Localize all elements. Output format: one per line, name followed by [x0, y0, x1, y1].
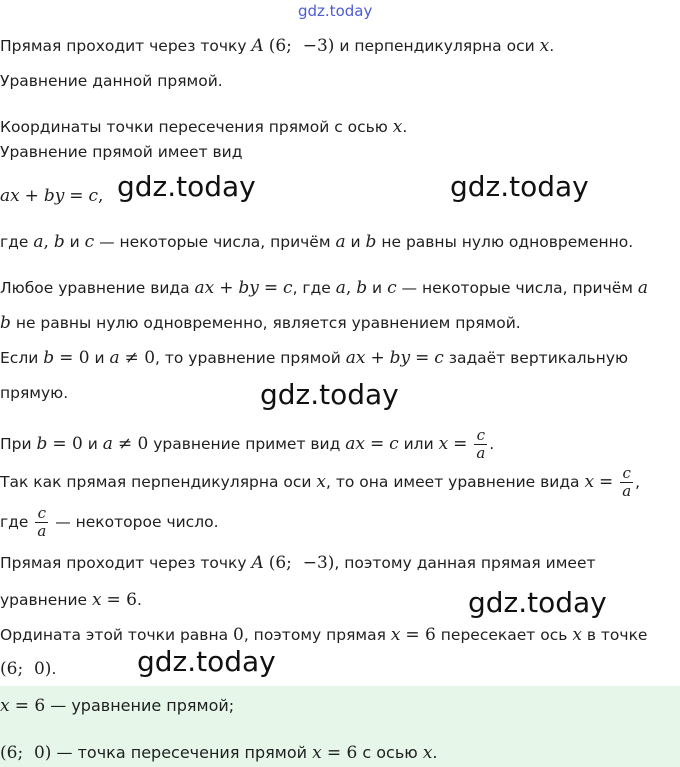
watermark: gdz.today [468, 586, 607, 619]
text-line-16: Ордината этой точки равна 0, поэтому прямая x = 6 пересекает ось x в точке [0, 625, 648, 645]
fraction-c-over-a: $\frac{c}{a}$ [37, 504, 47, 540]
text-line-17: (6; 0). [0, 659, 57, 679]
answer-line-2: (6; 0) — точка пересечения прямой x = 6 с осью x. [0, 743, 438, 763]
text-line-4: Уравнение прямой имеет вид [0, 143, 243, 161]
text-line-13: где $\frac{c}{a}$ — некоторое число. [0, 504, 219, 540]
text-line-10: прямую. [0, 384, 69, 402]
answer-block [0, 686, 680, 767]
fraction-c-over-a: $\frac{c}{a}$ [476, 426, 486, 462]
watermark: gdz.today [450, 170, 589, 203]
watermark-top: gdz.today [298, 2, 373, 20]
fraction-c-over-a: $\frac{c}{a}$ [622, 464, 632, 500]
text-line-11: При b = 0 и a ≠ 0 уравнение примет вид ax = c или x = $\frac{c}{a}$ . [0, 426, 495, 462]
text-line-15: уравнение x = 6. [0, 590, 142, 610]
watermark: gdz.today [117, 170, 256, 203]
text-line-12: Так как прямая перпендикулярна оси x, то она имеет уравнение вида x = $\frac{c}{a}$ , [0, 464, 641, 500]
text-line-2: Уравнение данной прямой. [0, 72, 223, 90]
text-line-3: Координаты точки пересечения прямой с осью x. [0, 117, 408, 137]
text-line-14: Прямая проходит через точку A (6; −3), поэтому данная прямая имеет [0, 553, 596, 573]
formula-line: ax + by = c, [0, 186, 104, 206]
text-line-9: Если b = 0 и a ≠ 0, то уравнение прямой ax + by = c задаёт вертикальную [0, 348, 629, 368]
text-line-1: Прямая проходит через точку A (6; −3) и перпендикулярна оси x. [0, 36, 555, 56]
watermark: gdz.today [260, 378, 399, 411]
answer-line-1: x = 6 — уравнение прямой; [0, 696, 235, 716]
text-line-8: b не равны нулю одновременно, является уравнением прямой. [0, 313, 521, 333]
text-line-7: Любое уравнение вида ax + by = c, где a, b и c — некоторые числа, причём a [0, 278, 649, 298]
text-line-6: где a, b и c — некоторые числа, причём a и b не равны нулю одновременно. [0, 232, 634, 252]
watermark: gdz.today [137, 645, 276, 678]
